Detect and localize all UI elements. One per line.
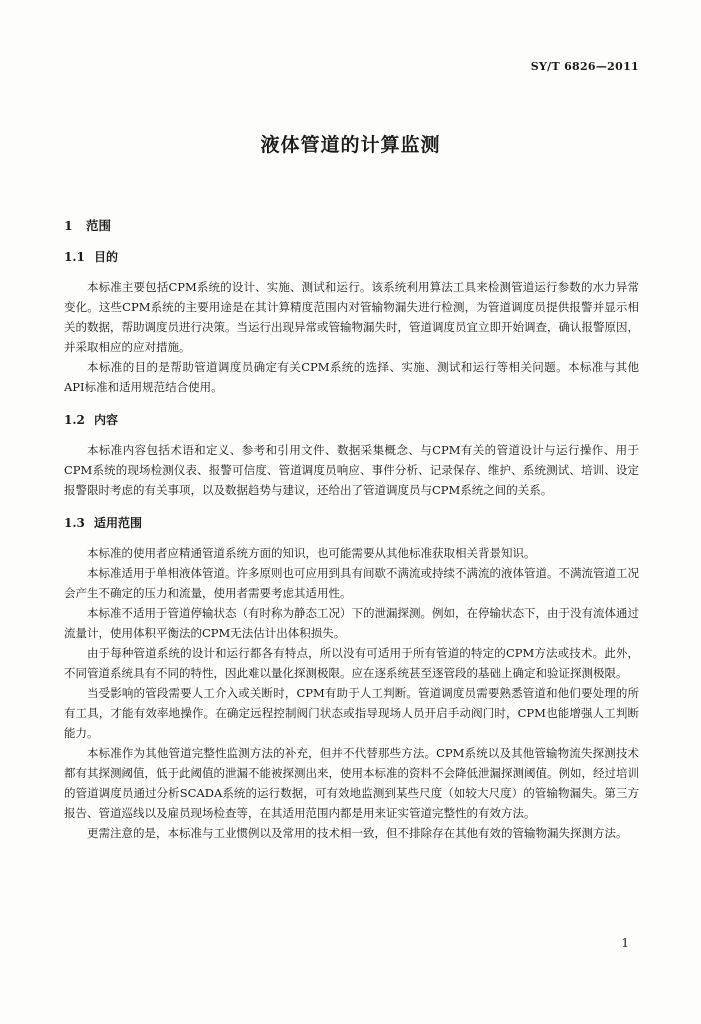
section-1-2	[64, 411, 639, 500]
subsection-heading	[64, 514, 639, 531]
paragraph: 本标准作为其他管道完整性监测方法的补充，但并不代替那些方法。CPM系统以及其他管输物流失探测技术都有其探测阈值，低于此阈值的泄漏不能被探测出来，使用本标准的资料不会降低泄漏探测阈值。例如，经过培训的管道调度员通过分析SCADA系统的运行数据，可有效地监测到某些尺度（如较大尺度）的管输物漏失。第三方报告、管道巡线以及雇员现场检查等，在其适用范围内都是用来证实管道完整性的有效方法。	[64, 746, 639, 820]
subsection-number: 1.3	[64, 516, 85, 530]
subsection-number: 1.1	[64, 250, 85, 264]
paragraph: 当受影响的管段需要人工介入或关断时，CPM有助于人工判断。管道调度员需要熟悉管道和他们要处理的所有工具，才能有效率地操作。在确定远程控制阀门状态或指导现场人员开启手动阀门时，CPM也能增强人工判断能力。	[64, 686, 639, 740]
subsection-title: 适用范围	[94, 516, 143, 530]
standard-code: SY/T 6826—2011	[530, 60, 639, 73]
paragraph: 本标准主要包括CPM系统的设计、实施、测试和运行。该系统利用算法工具来检测管道运行参数的水力异常变化。这些CPM系统的主要用途是在其计算精度范围内对管输物漏失进行检测，为管道调度员提供报警并显示相关的数据，帮助调度员进行决策。当运行出现异常或管输物漏失时，管道调度员宜立即开始调查，确认报警原因，并采取相应的应对措施。	[64, 280, 639, 354]
paragraph: 本标准的目的是帮助管道调度员确定有关CPM系统的选择、实施、测试和运行等相关问题。本标准与其他API标准和适用规范结合使用。	[64, 360, 639, 394]
page-number: 1	[621, 936, 629, 950]
paragraph: 本标准内容包括术语和定义、参考和引用文件、数据采集概念、与CPM有关的管道设计与运行操作、用于CPM系统的现场检测仪表、报警可信度、管道调度员响应、事件分析、记录保存、维护、系统测试、培训、设定报警限时考虑的有关事项，以及数据趋势与建议，还给出了管道调度员与CPM系统之间的关系。	[64, 443, 639, 497]
paragraph: 本标准的使用者应精通管道系统方面的知识，也可能需要从其他标准获取相关背景知识。	[87, 546, 536, 560]
paragraph: 本标准适用于单相液体管道。许多原则也可应用到具有间歇不满流或持续不满流的液体管道。不满流管道工况会产生不确定的压力和流量，使用者需要考虑其适用性。	[64, 566, 639, 600]
paragraph: 由于每种管道系统的设计和运行都各有特点，所以没有可适用于所有管道的特定的CPM方法或技术。此外，不同管道系统具有不同的特性，因此难以量化探测极限。应在逐系统甚至逐管段的基础上确定和验证探测极限。	[64, 646, 639, 680]
subsection-title: 内容	[94, 413, 119, 427]
subsection-heading	[64, 248, 639, 265]
section-1-3	[64, 514, 639, 843]
paragraph: 更需注意的是，本标准与工业惯例以及常用的技术相一致，但不排除存在其他有效的管输物漏失探测方法。	[87, 826, 628, 840]
section-number: 1	[64, 218, 73, 233]
document-body	[64, 216, 639, 857]
document-title: 液体管道的计算监测	[260, 134, 441, 156]
subsection-heading	[64, 411, 639, 428]
section-heading	[64, 216, 639, 234]
section-1-1	[64, 248, 639, 397]
paragraph: 本标准不适用于管道停输状态（有时称为静态工况）下的泄漏探测。例如，在停输状态下，由于没有流体通过流量计，使用体积平衡法的CPM无法估计出体积损失。	[64, 606, 639, 640]
section-title: 范围	[86, 218, 112, 233]
subsection-number: 1.2	[64, 413, 85, 427]
subsection-title: 目的	[94, 250, 119, 264]
